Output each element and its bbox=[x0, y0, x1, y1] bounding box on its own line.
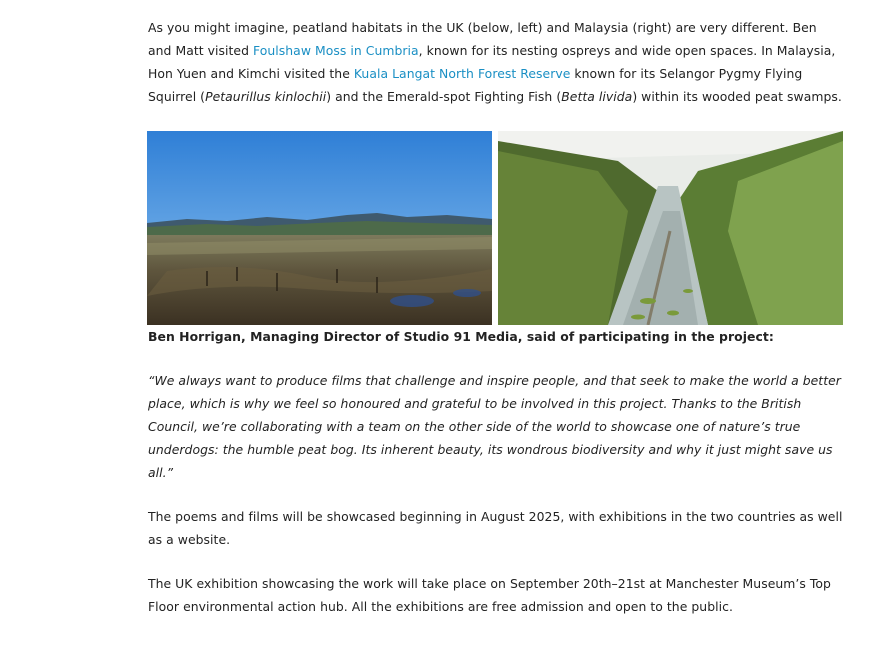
species-name-squirrel: Petaurillus kinlochii bbox=[205, 89, 327, 104]
species-name-fish: Betta livida bbox=[561, 89, 633, 104]
intro-text-1: As you might imagine, peatland habitats in the UK (below, left) and Malaysia (right) are very different. Ben and Matt visited bbox=[148, 20, 817, 58]
showcase-paragraph: The poems and films will be showcased beginning in August 2025, with exhibitions in the two countries as well as a website. bbox=[148, 509, 843, 547]
quote-text: “We always want to produce films that challenge and inspire people, and that seek to make the world a better place, which is why we feel so honoured and grateful to be involved in this project. Thanks to the British Council, we’re collaborating with a team on the other side of the world to showcase one of nature’s true underdogs: the humble peat bog. Its inherent beauty, its wondrous biodiversity and why it just might save us all.” bbox=[148, 373, 841, 480]
malaysia-peat-swamp-photo bbox=[498, 131, 843, 325]
uk-exhibition-paragraph: The UK exhibition showcasing the work will take place on September 20th–21st at Manchester Museum’s Top Floor environmental action hub. All the exhibitions are free admission and open to the public. bbox=[148, 576, 831, 614]
kuala-langat-link[interactable]: Kuala Langat North Forest Reserve bbox=[353, 66, 571, 81]
intro-text-4: ) and the Emerald-spot Fighting Fish ( bbox=[326, 89, 562, 104]
intro-text-5: ) within its wooded peat swamps. bbox=[632, 89, 842, 104]
intro-text-3: known for its Selangor Pygmy Flying Squirrel ( bbox=[148, 66, 803, 104]
foulshaw-moss-link[interactable]: Foulshaw Moss in Cumbria bbox=[253, 43, 419, 58]
article-body bbox=[148, 16, 844, 639]
uk-peatland-photo bbox=[147, 131, 492, 325]
photo-row bbox=[147, 131, 843, 325]
quote-attribution: Ben Horrigan, Managing Director of Studio 91 Media, said of participating in the project: bbox=[148, 329, 774, 344]
intro-paragraph bbox=[148, 16, 844, 108]
intro-text-2: , known for its nesting ospreys and wide open spaces. In Malaysia, Hon Yuen and Kimchi visited the bbox=[148, 43, 836, 81]
